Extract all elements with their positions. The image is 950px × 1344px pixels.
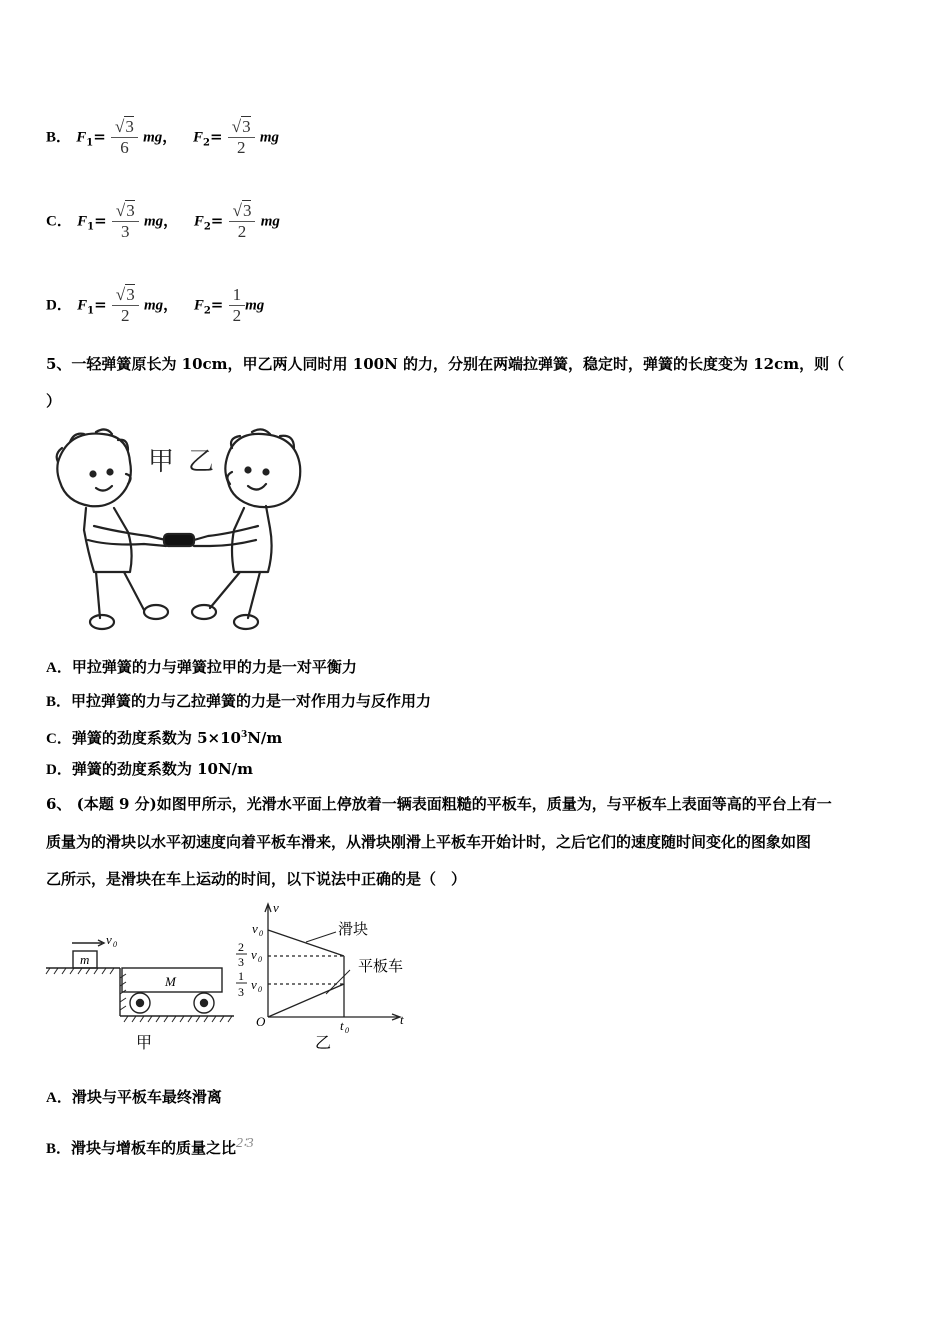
q6-stem-line3: 乙所示，是滑块在车上运动的时间，以下说法中正确的是（ ） bbox=[46, 870, 467, 888]
f1-fraction: $\frac{√3}{6}$ bbox=[111, 117, 138, 158]
q6-option-b bbox=[46, 1134, 254, 1159]
cart-leader bbox=[326, 970, 350, 994]
f2-numerator: 1 bbox=[232, 285, 242, 304]
two-thirds-v0: v bbox=[251, 947, 257, 962]
t0-label: t bbox=[340, 1018, 344, 1033]
two-thirds-denominator: 3 bbox=[238, 955, 244, 969]
q6-figure-jia bbox=[44, 930, 244, 1056]
option-text: 滑块与平板车最终滑离 bbox=[71, 1088, 222, 1106]
f2-denominator: 2 bbox=[229, 305, 246, 326]
f2-fraction bbox=[229, 285, 246, 326]
v0-subscript: 0 bbox=[113, 940, 117, 949]
f2-numerator: 3 bbox=[242, 201, 252, 220]
q4-option-b bbox=[46, 117, 279, 158]
mass-ratio-value: 2∶3 bbox=[236, 1136, 254, 1151]
f2-subscript: 2 bbox=[203, 221, 211, 233]
f1-symbol: F bbox=[77, 213, 88, 230]
f1-denominator: 2 bbox=[112, 305, 139, 326]
v0-tick-label: v bbox=[252, 921, 258, 936]
f1-numerator: 3 bbox=[126, 285, 135, 304]
separator: ， bbox=[163, 211, 179, 230]
unit-mg: mg bbox=[143, 213, 164, 230]
option-unit: N/m bbox=[247, 729, 283, 747]
option-letter: A． bbox=[46, 1090, 72, 1106]
f2-symbol: F bbox=[193, 297, 204, 314]
wheel-hub bbox=[201, 1000, 208, 1007]
option-text: 弹簧的劲度系数为 5×10 bbox=[71, 729, 241, 747]
q5-option-b bbox=[46, 691, 431, 712]
equals-sign: = bbox=[93, 127, 106, 146]
origin-label: O bbox=[256, 1014, 266, 1029]
f1-fraction: $\frac{√3}{2}$ bbox=[112, 285, 139, 326]
q5-option-a bbox=[46, 657, 357, 678]
q5-stem-line1: 5、一轻弹簧原长为 10cm，甲乙两人同时用 100N 的力，分别在两端拉弹簧，稳定时，弹簧的长度变为 12cm，则（ bbox=[46, 355, 845, 373]
cart-series-label: 平板车 bbox=[358, 959, 404, 975]
f2-fraction: $\frac{√3}{2}$ bbox=[229, 201, 256, 242]
f1-denominator: 3 bbox=[112, 221, 139, 242]
f2-subscript: 2 bbox=[203, 137, 210, 149]
one-third-denominator: 3 bbox=[238, 985, 244, 999]
equals-sign: = bbox=[209, 127, 223, 146]
option-text: 甲拉弹簧的力与乙拉弹簧的力是一对作用力与反作用力 bbox=[71, 692, 432, 710]
q6-stem-line2: 质量为的滑块以水平初速度向着平板车滑来，从滑块刚滑上平板车开始计时，之后它们的速度随时间变化的图象如图 bbox=[46, 833, 812, 851]
q4-option-c bbox=[46, 201, 280, 242]
f1-subscript: 1 bbox=[87, 305, 95, 317]
wheel-hub bbox=[137, 1000, 144, 1007]
option-letter: D． bbox=[46, 762, 72, 778]
unit-mg: mg bbox=[260, 213, 280, 230]
q5-option-c bbox=[46, 725, 282, 749]
t0-subscript: 0 bbox=[345, 1026, 349, 1035]
f1-symbol: F bbox=[77, 297, 88, 314]
axis-v-label: v bbox=[273, 900, 279, 915]
q6-figure-yi-vt-graph bbox=[228, 900, 414, 1056]
label-yi: 乙 bbox=[188, 447, 215, 476]
ground-hatching bbox=[124, 1016, 232, 1022]
option-letter: B． bbox=[46, 129, 72, 146]
option-text: 甲拉弹簧的力与弹簧拉甲的力是一对平衡力 bbox=[71, 658, 357, 676]
slider-leader bbox=[306, 932, 336, 942]
platform-hatching bbox=[46, 968, 126, 1010]
option-letter: B． bbox=[46, 1141, 72, 1157]
exponent: 3 bbox=[240, 730, 248, 740]
axis-t-label: t bbox=[400, 1012, 404, 1027]
f1-subscript: 1 bbox=[87, 221, 95, 233]
f1-symbol: F bbox=[76, 129, 87, 146]
spring-drawing bbox=[164, 534, 194, 546]
unit-mg: mg bbox=[143, 129, 163, 146]
f1-numerator: 3 bbox=[126, 201, 135, 220]
f1-denominator: 6 bbox=[111, 137, 138, 158]
q5-stem-line2: ） bbox=[46, 392, 62, 410]
q4-option-d bbox=[46, 285, 264, 326]
option-letter: C． bbox=[46, 213, 72, 230]
f1-numerator: 3 bbox=[125, 117, 134, 136]
f1-fraction: $\frac{√3}{3}$ bbox=[112, 201, 139, 242]
one-third-numerator: 1 bbox=[238, 969, 244, 983]
one-third-v0-subscript: 0 bbox=[258, 985, 262, 994]
option-letter: B． bbox=[46, 694, 72, 710]
caption-yi: 乙 bbox=[315, 1035, 332, 1052]
separator: ， bbox=[162, 127, 178, 146]
f2-denominator: 2 bbox=[228, 137, 255, 158]
label-jia: 甲 bbox=[148, 447, 175, 476]
v0-label: v bbox=[106, 932, 112, 947]
f2-symbol: F bbox=[192, 129, 203, 146]
q6-stem-line1: 6、 (本题 9 分)如图甲所示，光滑水平面上停放着一辆表面粗糙的平板车，质量为，与平板车上表面等高的平台上有一 bbox=[46, 795, 832, 813]
q5-option-d bbox=[46, 759, 253, 780]
equals-sign: = bbox=[94, 295, 107, 314]
unit-mg: mg bbox=[143, 297, 164, 314]
q5-figure-spring-pull bbox=[48, 422, 310, 634]
cart-m-label: M bbox=[165, 974, 176, 989]
q6-option-a bbox=[46, 1087, 222, 1108]
separator: ， bbox=[163, 295, 179, 314]
block-m-label: m bbox=[80, 952, 90, 967]
caption-jia: 甲 bbox=[136, 1035, 153, 1052]
slider-velocity-line bbox=[268, 930, 344, 956]
f2-denominator: 2 bbox=[229, 221, 256, 242]
unit-mg: mg bbox=[259, 129, 280, 146]
slider-series-label: 滑块 bbox=[338, 922, 369, 938]
option-text: 弹簧的劲度系数为 10N/m bbox=[71, 760, 254, 778]
option-letter: D． bbox=[46, 297, 72, 314]
equals-sign: = bbox=[210, 211, 224, 230]
equals-sign: = bbox=[94, 211, 107, 230]
option-letter: A． bbox=[46, 660, 72, 676]
equals-sign: = bbox=[210, 295, 224, 314]
two-thirds-v0-subscript: 0 bbox=[258, 955, 262, 964]
f2-symbol: F bbox=[193, 213, 204, 230]
f2-subscript: 2 bbox=[203, 305, 211, 317]
option-text: 滑块与增板车的质量之比 bbox=[71, 1139, 237, 1157]
f1-subscript: 1 bbox=[86, 137, 94, 149]
v0-tick-subscript: 0 bbox=[259, 929, 263, 938]
f2-fraction: $\frac{√3}{2}$ bbox=[228, 117, 255, 158]
one-third-v0: v bbox=[251, 977, 257, 992]
unit-mg: mg bbox=[245, 297, 265, 314]
option-letter: C． bbox=[46, 731, 72, 747]
two-thirds-numerator: 2 bbox=[238, 940, 244, 954]
cart-velocity-line bbox=[268, 984, 344, 1017]
f2-numerator: 3 bbox=[242, 117, 251, 136]
